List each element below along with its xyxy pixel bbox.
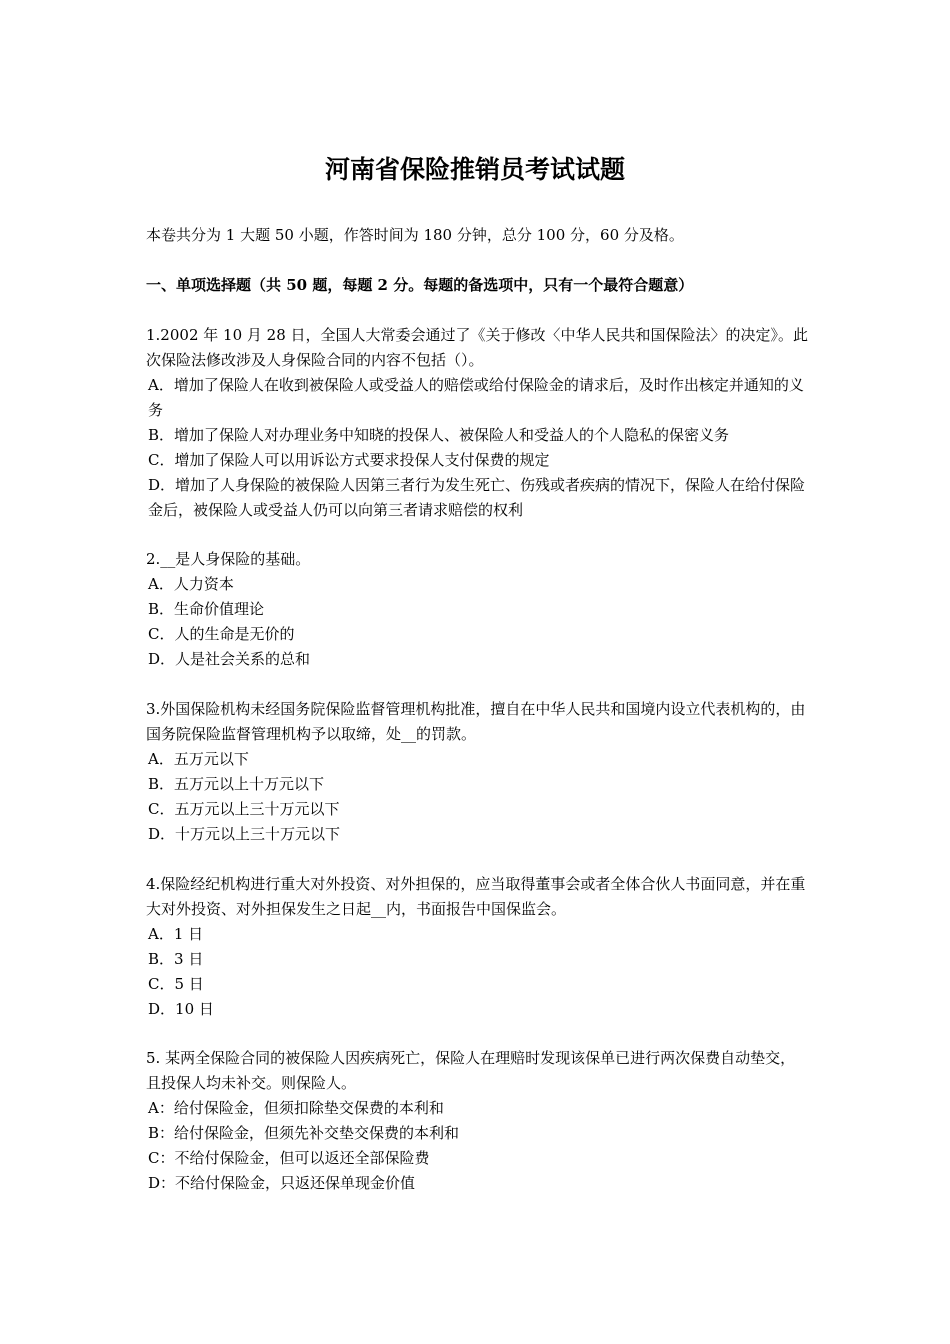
question-stem: 1.2002 年 10 月 28 日，全国人大常委会通过了《关于修改〈中华人民共和国保险法〉的决定》。此次保险法修改涉及人身保险合同的内容不包括（）。 <box>146 326 809 369</box>
intro-text: 本卷共分为 1 大题 50 小题，作答时间为 180 分钟，总分 100 分，60 分及格。 <box>146 226 684 244</box>
option-d: D．10 日 <box>148 1000 214 1018</box>
option-c: C．五万元以上三十万元以下 <box>148 800 340 818</box>
option-a: A．人力资本 <box>148 575 234 593</box>
question-4 <box>146 872 810 1022</box>
option-d: D．十万元以上三十万元以下 <box>148 825 341 843</box>
option-a: A．1 日 <box>148 925 204 943</box>
option-a: A．增加了保险人在收到被保险人或受益人的赔偿或给付保险金的请求后，及时作出核定并通知的义务 <box>148 376 804 419</box>
option-c: C．人的生命是无价的 <box>148 625 295 643</box>
question-2 <box>146 547 810 672</box>
question-stem: 2.__是人身保险的基础。 <box>146 550 311 568</box>
question-stem: 5. 某两全保险合同的被保险人因疾病死亡，保险人在理赔时发现该保单已进行两次保费自动垫交，且投保人均未补交。则保险人。 <box>146 1049 796 1092</box>
option-d: D：不给付保险金，只返还保单现金价值 <box>148 1174 416 1192</box>
option-b: B．3 日 <box>148 950 204 968</box>
question-3 <box>146 697 810 847</box>
option-b: B．五万元以上十万元以下 <box>148 775 325 793</box>
question-1 <box>146 323 810 523</box>
option-a: A．五万元以下 <box>148 750 249 768</box>
option-d: D．增加了人身保险的被保险人因第三者行为发生死亡、伤残或者疾病的情况下，保险人在给付保险金后，被保险人或受益人仍可以向第三者请求赔偿的权利 <box>148 476 806 519</box>
option-b: B：给付保险金，但须先补交垫交保费的本利和 <box>148 1124 460 1142</box>
option-c: C．增加了保险人可以用诉讼方式要求投保人支付保费的规定 <box>148 451 550 469</box>
question-5 <box>146 1046 810 1196</box>
section-heading: 一、单项选择题（共 50 题，每题 2 分。每题的备选项中，只有一个最符合题意） <box>146 276 694 294</box>
option-c: C．5 日 <box>148 975 204 993</box>
option-b: B．增加了保险人对办理业务中知晓的投保人、被保险人和受益人的个人隐私的保密义务 <box>148 426 730 444</box>
option-a: A：给付保险金，但须扣除垫交保费的本利和 <box>148 1099 444 1117</box>
page-title: 河南省保险推销员考试试题 <box>324 155 625 184</box>
option-c: C：不给付保险金，但可以返还全部保险费 <box>148 1149 430 1167</box>
option-d: D．人是社会关系的总和 <box>148 650 311 668</box>
question-stem: 3.外国保险机构未经国务院保险监督管理机构批准，擅自在中华人民共和国境内设立代表机构的，由国务院保险监督管理机构予以取缔，处__的罚款。 <box>146 700 806 743</box>
question-stem: 4.保险经纪机构进行重大对外投资、对外担保的，应当取得董事会或者全体合伙人书面同意，并在重大对外投资、对外担保发生之日起__内，书面报告中国保监会。 <box>146 875 806 918</box>
option-b: B．生命价值理论 <box>148 600 265 618</box>
